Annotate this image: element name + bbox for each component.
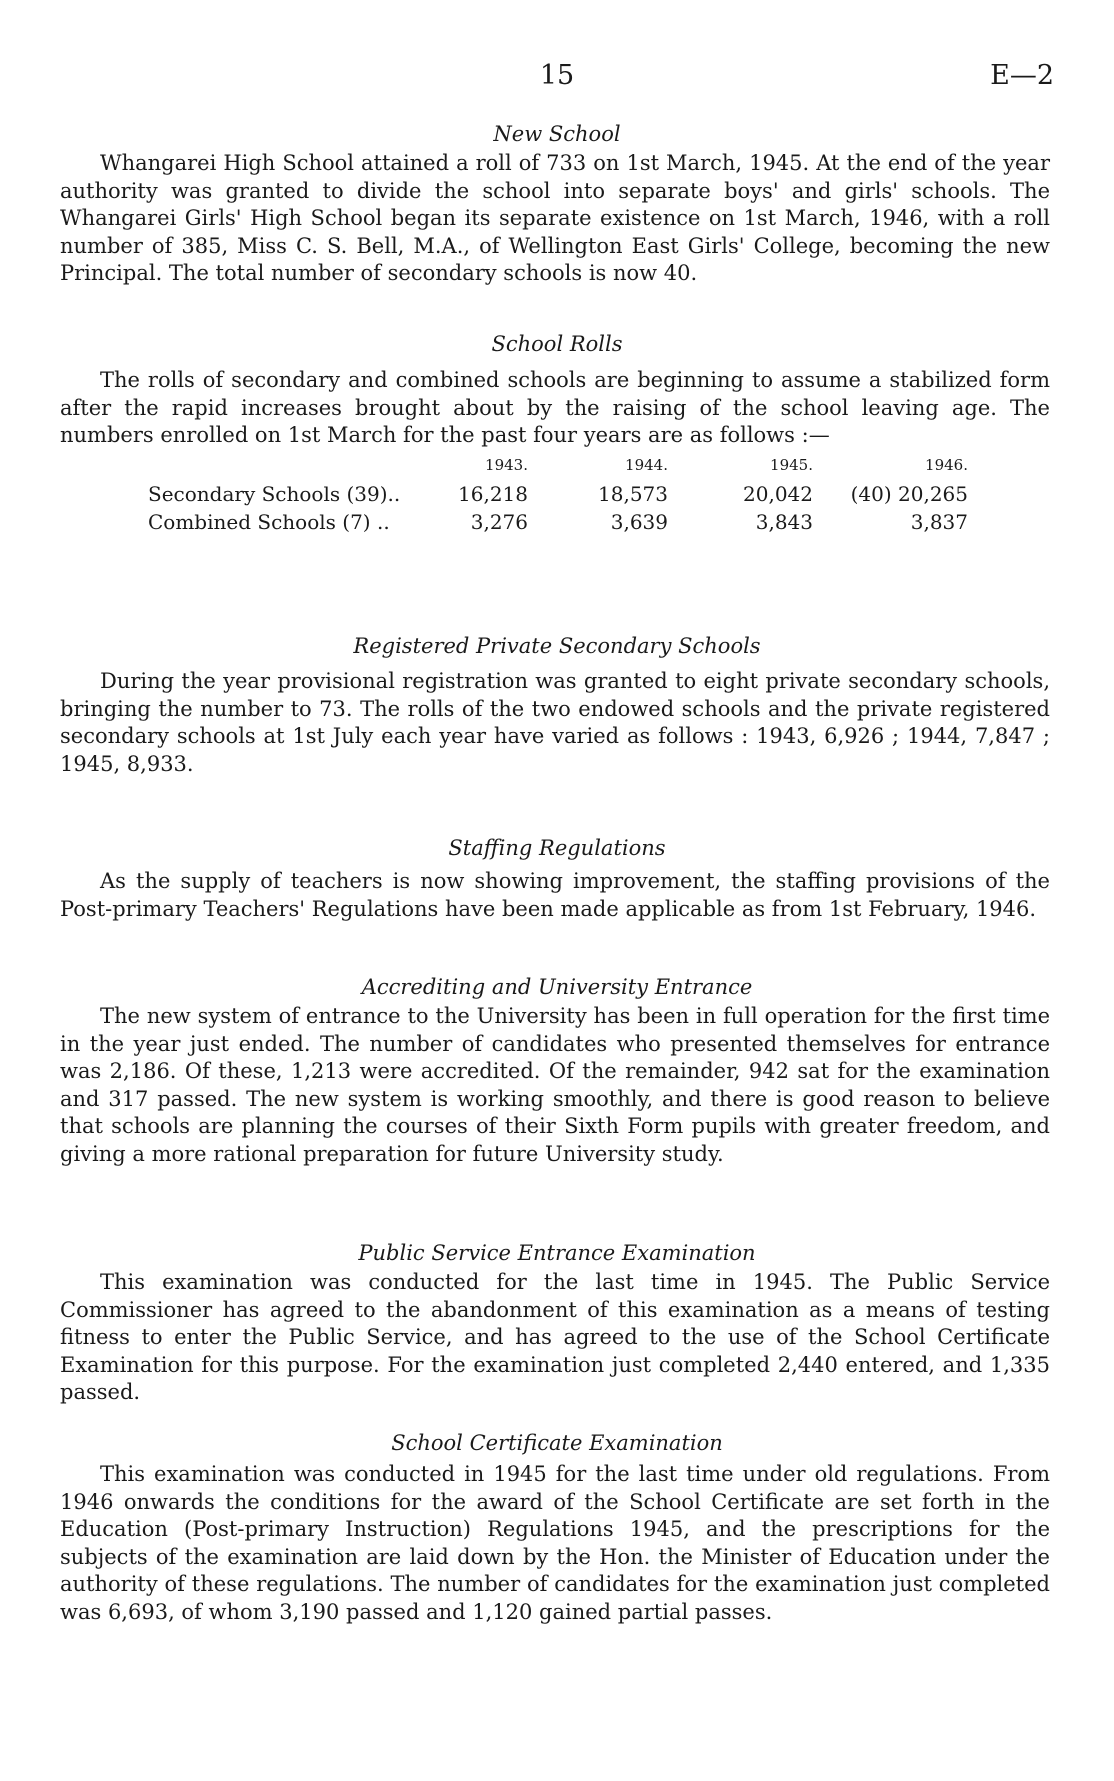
table-cell: 3,837 bbox=[910, 510, 968, 534]
table-cell: 16,218 bbox=[458, 482, 528, 506]
table-header-year: 1944. bbox=[625, 456, 668, 474]
page-number: 15 bbox=[539, 60, 575, 91]
table-row bbox=[148, 480, 968, 508]
table-header-row bbox=[148, 456, 968, 480]
paragraph-accrediting: The new system of entrance to the University has been in full operation for the first time in the year just ended. The number of candidates who presented themselves for entrance was 2,186. Of these, 1,213 were accredited. Of the remainder, 942 sat for the examination and 317 passed. The new system is working smoothly, and there is good reason to believe that schools are planning the courses of their Sixth Form pupils with greater freedom, and giving a more rational preparation for future University study. bbox=[60, 1004, 1050, 1166]
paragraph-registered-private: During the year provisional registration was granted to eight private secondary schools, bringing the number to 73. The rolls of the two endowed schools and the private registered secondary schools at 1st July each year have varied as follows : 1943, 6,926 ; 1944, 7,847 ; 1945, 8,933. bbox=[60, 669, 1050, 776]
heading-new-school: New School bbox=[493, 122, 621, 146]
table-header-year: 1943. bbox=[485, 456, 528, 474]
school-rolls-table bbox=[148, 456, 968, 536]
paragraph-school-certificate: This examination was conducted in 1945 for the last time under old regulations. From 1946 onwards the conditions for the award of the School Certificate are set forth in the Education (Post-primary Instruction) Regulations 1945, and the prescriptions for the subjects of the examination are laid down by the Hon. the Minister of Education under the authority of these regulations. The number of candidates for the examination just completed was 6,693, of whom 3,190 passed and 1,120 gained partial passes. bbox=[60, 1462, 1050, 1624]
heading-accrediting: Accrediting and University Entrance bbox=[361, 975, 753, 999]
table-cell: 3,843 bbox=[755, 510, 813, 534]
paragraph-staffing: As the supply of teachers is now showing improvement, the staffing provisions of the Post-primary Teachers' Regulations have been made applicable as from 1st February, 1946. bbox=[60, 869, 1050, 921]
heading-school-rolls: School Rolls bbox=[491, 332, 623, 356]
heading-school-certificate: School Certificate Examination bbox=[391, 1431, 723, 1455]
heading-staffing: Staffing Regulations bbox=[448, 836, 666, 860]
table-header-year: 1946. bbox=[925, 456, 968, 474]
heading-registered-private: Registered Private Secondary Schools bbox=[353, 634, 761, 658]
table-cell: 20,042 bbox=[743, 482, 813, 506]
heading-public-service: Public Service Entrance Examination bbox=[358, 1241, 756, 1265]
paragraph-new-school: Whangarei High School attained a roll of 733 on 1st March, 1945. At the end of the year authority was granted to divide the school into separate boys' and girls' schools. The Whangarei Girls' High School began its separate existence on 1st March, 1946, with a roll number of 385, Miss C. S. Bell, M.A., of Wellington East Girls' College, becoming the new Principal. The total number of secondary schools is now 40. bbox=[60, 151, 1050, 285]
paragraph-public-service: This examination was conducted for the last time in 1945. The Public Service Commissioner has agreed to the abandonment of this examination as a means of testing fitness to enter the Public Service, and has agreed to the use of the School Certificate Examination for this purpose. For the examination just completed 2,440 entered, and 1,335 passed. bbox=[60, 1270, 1050, 1404]
table-row bbox=[148, 508, 968, 536]
paragraph-school-rolls: The rolls of secondary and combined schools are beginning to assume a stabilized form after the rapid increases brought about by the raising of the school leaving age. The numbers enrolled on 1st March for the past four years are as follows :— bbox=[60, 368, 1050, 447]
table-cell: 18,573 bbox=[598, 482, 668, 506]
table-cell: 3,639 bbox=[610, 510, 668, 534]
table-cell: 3,276 bbox=[470, 510, 528, 534]
row-label: Combined Schools (7) .. bbox=[148, 510, 390, 534]
table-cell: (40) 20,265 bbox=[850, 482, 968, 506]
table-header-blank bbox=[148, 456, 418, 480]
document-reference: E—2 bbox=[990, 60, 1054, 91]
row-label: Secondary Schools (39).. bbox=[148, 482, 401, 506]
table-header-year: 1945. bbox=[770, 456, 813, 474]
